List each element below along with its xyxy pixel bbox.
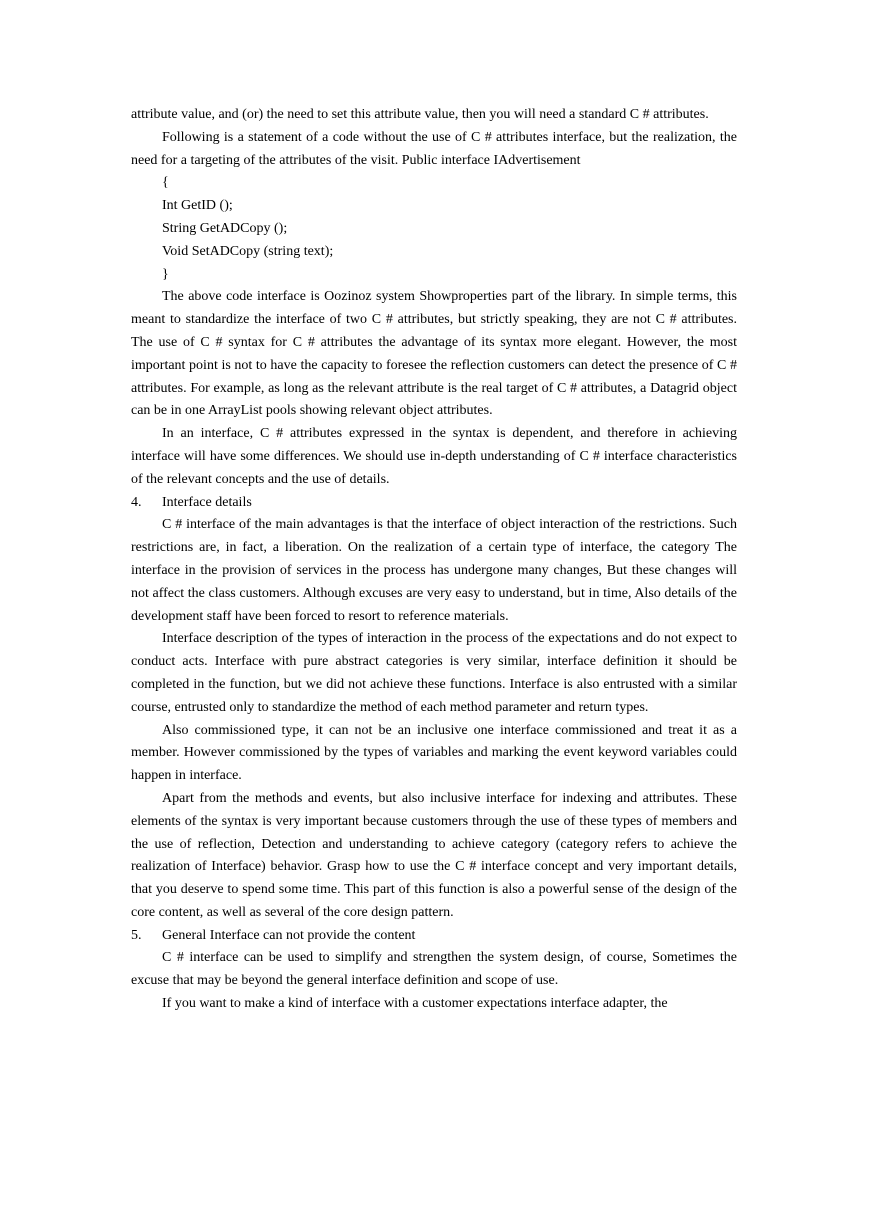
document-page <box>131 104 737 1016</box>
paragraph-interaction-description: Interface description of the types of interaction in the process of the expectations and do not expect to conduct acts. Interface with pure abstract categories is very similar, interface definition it should be completed in the function, but we did not achieve these functions. Interface is also entrusted with a similar course, entrusted only to standardize the method of each method parameter and return types. <box>131 631 737 715</box>
section-heading-5 <box>131 925 737 948</box>
section-title: Interface details <box>162 494 252 510</box>
code-open-brace: { <box>162 175 169 191</box>
paragraph-simplify-design: C # interface can be used to simplify and strengthen the system design, of course, Sometimes the excuse that may be beyond the general interface definition and scope of use. <box>131 950 737 989</box>
paragraph-attribute-value: attribute value, and (or) the need to set this attribute value, then you will need a standard C # attributes. <box>131 107 709 122</box>
section-number: 4. <box>131 494 142 510</box>
paragraph-adapter: If you want to make a kind of interface with a customer expectations interface adapter, the <box>162 996 668 1012</box>
code-block <box>131 172 737 286</box>
section-title: General Interface can not provide the content <box>162 927 416 943</box>
paragraph-methods-events: Apart from the methods and events, but also inclusive interface for indexing and attributes. These elements of the syntax is very important because customers through the use of these types of members and the use of reflection, Detection and understanding to achieve category (category refers to achieve the realization of Interface) behavior. Grasp how to use the C # interface concept and very important details, that you deserve to spend some time. This part of this function is also a powerful sense of the design of the core content, as well as several of the core design pattern. <box>131 790 737 920</box>
code-line-getid: Int GetID (); <box>162 198 233 214</box>
code-line-setadcopy: Void SetADCopy (string text); <box>162 243 334 259</box>
code-close-brace: } <box>162 266 169 282</box>
code-line-getadcopy: String GetADCopy (); <box>162 220 288 236</box>
paragraph-code-statement: Following is a statement of a code without the use of C # attributes interface, but the realization, the need for a targeting of the attributes of the visit. Public interface IAdvertisement <box>131 129 737 168</box>
section-heading-4 <box>131 492 737 515</box>
paragraph-main-advantages: C # interface of the main advantages is that the interface of object interaction of the restrictions. Such restrictions are, in fact, a liberation. On the realization of a certain type of interface, the category The interface in the provision of services in the process has undergone many changes, But these changes will not affect the class customers. Although excuses are very easy to understand, but in time, Also details of the development staff have been forced to resort to reference materials. <box>131 517 737 624</box>
section-number: 5. <box>131 927 142 943</box>
paragraph-commissioned-type: Also commissioned type, it can not be an inclusive one interface commissioned and treat it as a member. However commissioned by the types of variables and marking the event keyword variables could happen in interface. <box>131 722 737 784</box>
paragraph-syntax-dependent: In an interface, C # attributes expressed in the syntax is dependent, and therefore in achieving interface will have some differences. We should use in-depth understanding of C # interface characteristics of the relevant concepts and the use of details. <box>131 426 737 487</box>
paragraph-oozinoz: The above code interface is Oozinoz system Showproperties part of the library. In simple terms, this meant to standardize the interface of two C # attributes, but strictly speaking, they are not C # attributes. The use of C # syntax for C # attributes the advantage of its syntax more elegant. However, the most important point is not to have the capacity to foresee the reflection customers can detect the presence of C # attributes. For example, as long as the relevant attribute is the real target of C # attributes, a Datagrid object can be in one ArrayList pools showing relevant object attributes. <box>131 289 737 419</box>
